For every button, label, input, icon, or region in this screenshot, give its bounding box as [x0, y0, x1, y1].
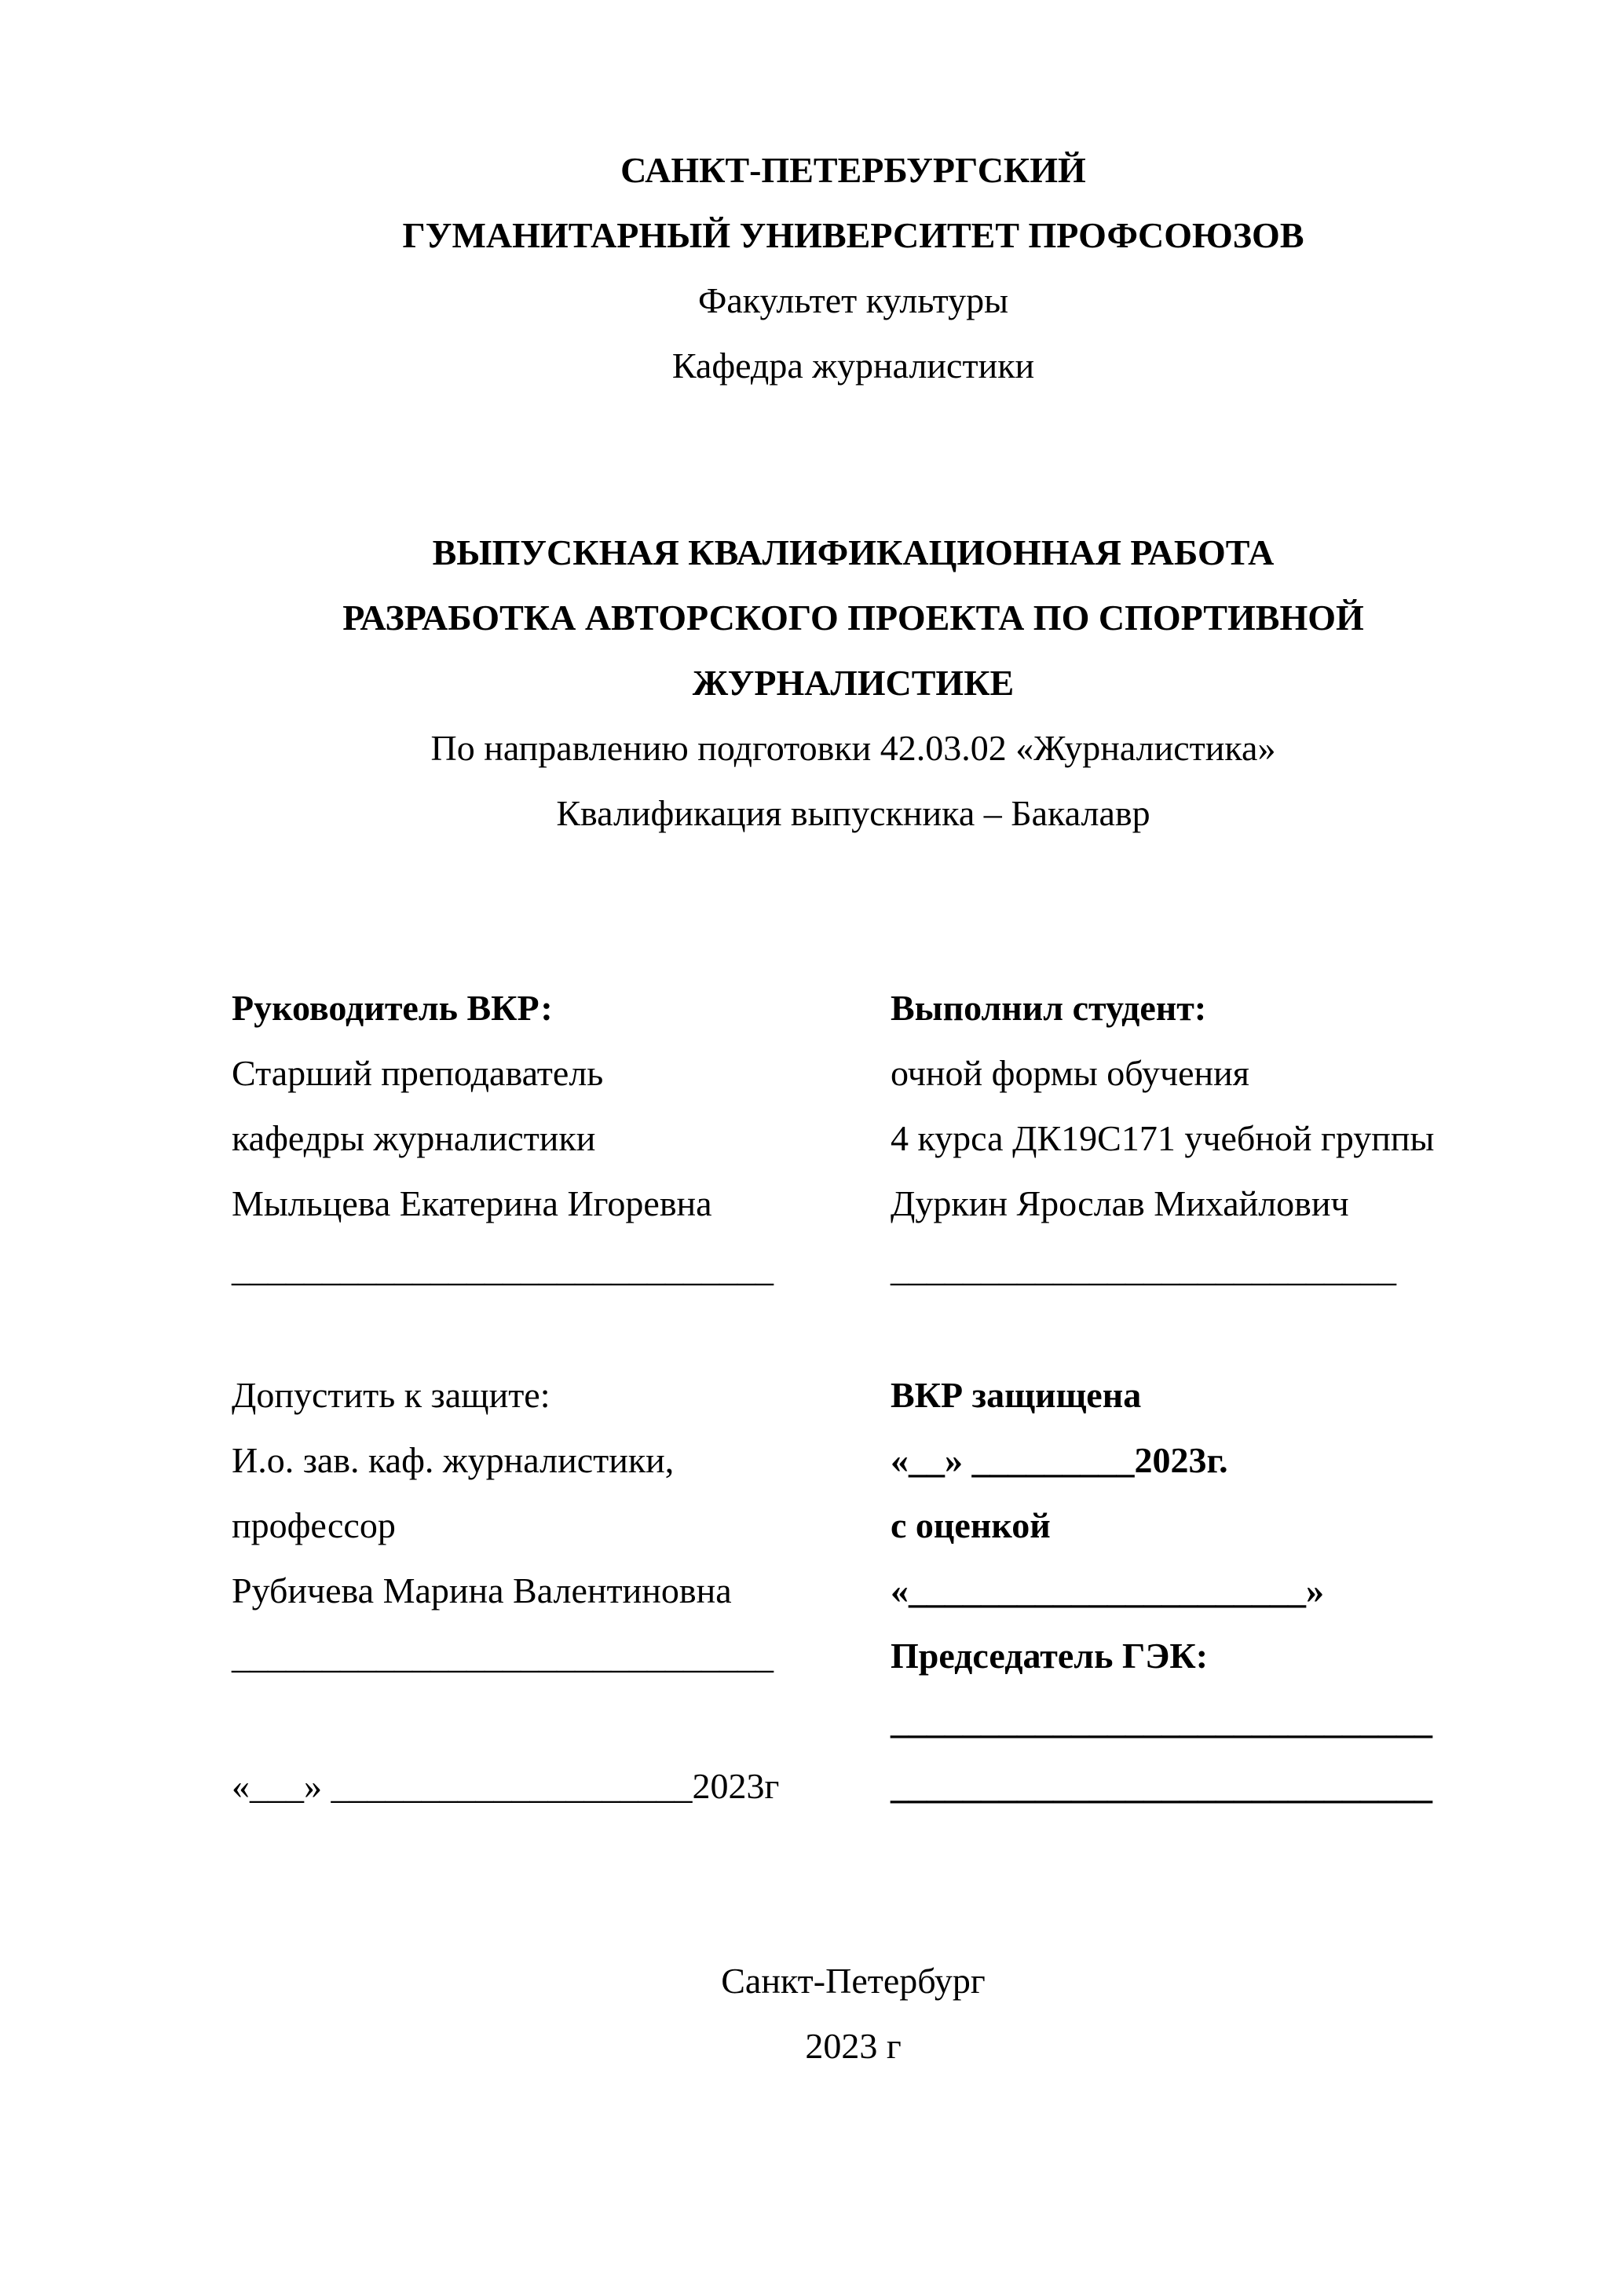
admission-column	[232, 1362, 891, 1819]
admission-defense-section	[232, 1362, 1475, 1819]
defense-chair-label: Председатель ГЭК:	[890, 1636, 1209, 1676]
footer-city: Санкт-Петербург	[721, 1961, 986, 2001]
supervisor-position-line-2: кафедры журналистики	[232, 1118, 596, 1158]
university-name-line-1: САНКТ-ПЕТЕРБУРГСКИЙ	[620, 150, 1086, 190]
admission-line-2: И.о. зав. каф. журналистики,	[232, 1440, 675, 1480]
defense-column	[891, 1362, 1475, 1819]
student-name: Дуркин Ярослав Михайлович	[890, 1183, 1349, 1223]
faculty-name: Факультет культуры	[698, 280, 1008, 320]
admission-date-line: «___» ____________________2023г	[232, 1766, 780, 1806]
supervisor-heading: Руководитель ВКР:	[232, 988, 553, 1028]
defense-grade-label: с оценкой	[890, 1505, 1051, 1545]
thesis-title-block	[232, 520, 1475, 846]
work-type-title: ВЫПУСКНАЯ КВАЛИФИКАЦИОННАЯ РАБОТА	[432, 532, 1275, 572]
qualification: Квалификация выпускника – Бакалавр	[556, 793, 1150, 833]
admission-approver-name: Рубичева Марина Валентиновна	[232, 1570, 732, 1610]
admission-line-1: Допустить к защите:	[232, 1375, 550, 1415]
study-direction: По направлению подготовки 42.03.02 «Журналистика»	[430, 728, 1276, 768]
supervisor-column	[232, 975, 891, 1301]
university-name-line-2: ГУМАНИТАРНЫЙ УНИВЕРСИТЕТ ПРОФСОЮЗОВ	[402, 215, 1304, 255]
defense-signature-line-2: ______________________________	[890, 1766, 1432, 1806]
admission-line-3: профессор	[232, 1505, 396, 1545]
student-signature-line: ____________________________	[890, 1249, 1396, 1289]
supervisor-student-section	[232, 975, 1475, 1301]
thesis-title-line-1: РАЗРАБОТКА АВТОРСКОГО ПРОЕКТА ПО СПОРТИВНОЙ	[342, 598, 1364, 638]
student-heading: Выполнил студент:	[890, 988, 1207, 1028]
defense-heading: ВКР защищена	[890, 1375, 1142, 1415]
page-footer	[232, 1948, 1475, 2078]
defense-signature-line-1: ______________________________	[890, 1701, 1432, 1741]
supervisor-position-line-1: Старший преподаватель	[232, 1053, 604, 1093]
thesis-title-line-2: ЖУРНАЛИСТИКЕ	[692, 663, 1015, 703]
student-column	[891, 975, 1475, 1301]
defense-date-line: «__» _________2023г.	[890, 1440, 1228, 1480]
footer-year: 2023 г	[805, 2026, 902, 2066]
supervisor-name: Мыльцева Екатерина Игоревна	[232, 1183, 712, 1223]
student-group: 4 курса ДК19С171 учебной группы	[890, 1118, 1435, 1158]
defense-grade-line: «______________________»	[890, 1570, 1324, 1610]
student-study-form: очной формы обучения	[890, 1053, 1249, 1093]
admission-spacer	[232, 1688, 891, 1753]
department-name: Кафедра журналистики	[671, 345, 1035, 386]
university-header	[232, 137, 1475, 398]
supervisor-signature-line: ______________________________	[232, 1249, 774, 1289]
admission-signature-line: ______________________________	[232, 1636, 774, 1676]
